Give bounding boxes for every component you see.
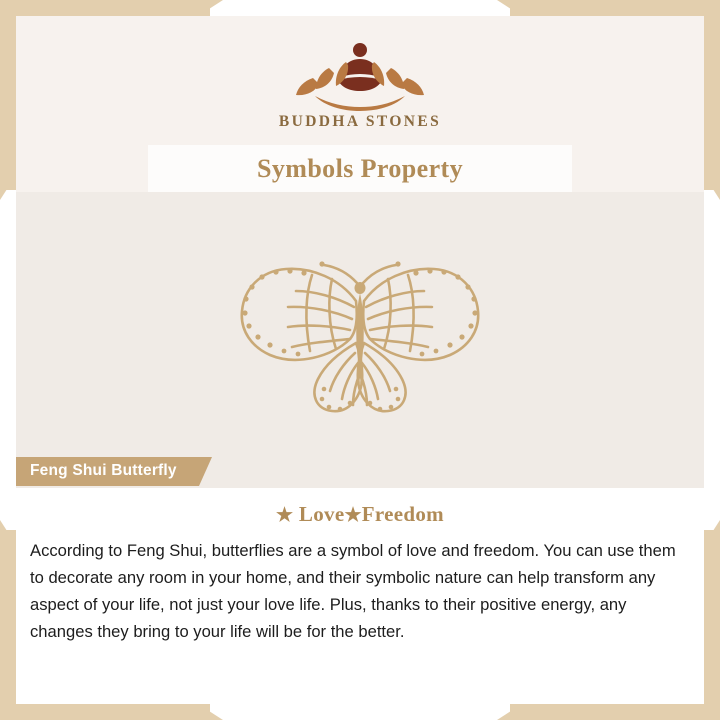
page-title: Symbols Property (257, 153, 463, 183)
frame-corner-top-left-vertical (0, 0, 16, 190)
frame-corner-top-right-vertical (704, 0, 720, 190)
lotus-meditation-icon (285, 34, 435, 112)
frame-bevel-right-top (702, 172, 720, 200)
header-section (16, 16, 704, 192)
butterfly-icon (200, 231, 520, 441)
star-icon-middle: ★ (344, 505, 362, 526)
status-badge: Feng Shui Butterfly (16, 457, 199, 486)
frame-corner-bottom-left-vertical (0, 530, 16, 720)
description-section (16, 488, 704, 704)
star-icon-left: ★ (276, 505, 294, 526)
frame-corner-bottom-right (510, 704, 720, 720)
subtitle (24, 502, 696, 527)
subtitle-love: Love (298, 502, 345, 526)
frame-corner-top-right (510, 0, 720, 16)
subtitle-freedom: Freedom (361, 502, 444, 526)
frame-corner-bottom-left (0, 704, 210, 720)
section-title-band (148, 145, 572, 192)
brand-name: BUDDHA STONES (278, 113, 442, 130)
brand-logo (16, 34, 704, 131)
frame-bevel-bottom-right (497, 702, 525, 720)
frame-bevel-right-bottom (702, 520, 720, 548)
frame-corner-bottom-right-vertical (704, 530, 720, 720)
butterfly-illustration-area (16, 192, 704, 488)
frame-bevel-bottom-left (195, 702, 223, 720)
body-paragraph: According to Feng Shui, butterflies are a symbol of love and freedom. You can use them to decorate any room in your home, and their symbolic nature can help transform any aspect of your life, not just your love life. Plus, thanks to their positive energy, any changes they bring to your life will be for the better. (30, 541, 676, 641)
content-card (16, 16, 704, 704)
frame-corner-top-left (0, 0, 210, 16)
